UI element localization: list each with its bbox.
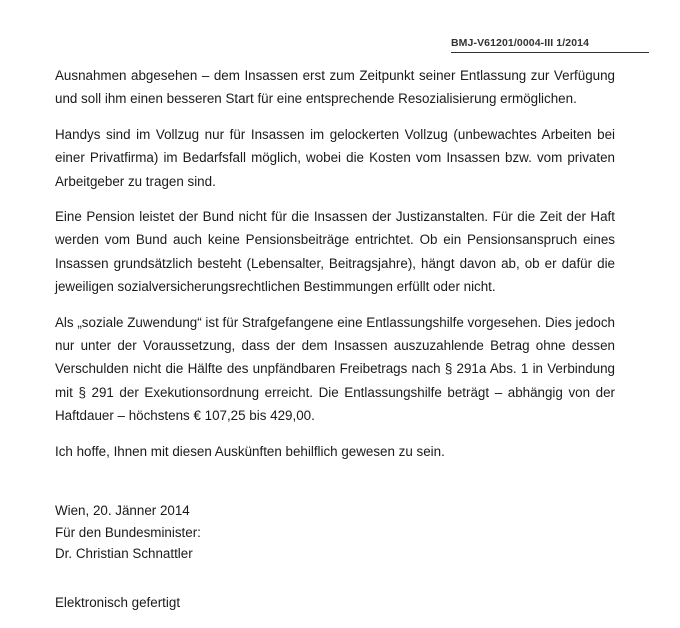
on-behalf-line: Für den Bundesminister: [55, 524, 201, 540]
paragraph-release-fund: Ausnahmen abgesehen – dem Insassen erst zum Zeitpunkt seiner Entlassung zur Verfügung und soll ihm einen besseren Start für eine entsprechende Resozialisierung ermöglichen. [55, 68, 615, 107]
signature-block [55, 500, 201, 565]
paragraph-closing-remark: Ich hoffe, Ihnen mit diesen Auskünften behilflich gewesen zu sein. [55, 443, 445, 459]
paragraph-mobile-phones: Handys sind im Vollzug nur für Insassen im gelockerten Vollzug (unbewachtes Arbeiten bei einer Privatfirma) im Bedarfsfall möglich, wobei die Kosten vom Insassen bzw. vom privaten Arbeitgeber zu tragen sind. [55, 126, 615, 189]
letter-body [55, 64, 615, 475]
place-date: Wien, 20. Jänner 2014 [55, 503, 190, 518]
paragraph-release-aid: Als „soziale Zuwendung“ ist für Strafgefangene eine Entlassungshilfe vorgesehen. Dies jedoch nur unter der Voraussetzung, dass der dem Insassen auszuzahlende Betrag ohne dessen Verschulden nicht die Hälfte des unpfändbaren Freibetrags nach § 291a Abs. 1 in Verbindung mit § 291 der Exekutionsordnung erreicht. Die Entlassungshilfe beträgt – abhängig von der Haftdauer – höchstens € 107,25 bis 429,00. [55, 314, 615, 424]
electronic-signature-note: Elektronisch gefertigt [55, 595, 181, 610]
signatory-name: Dr. Christian Schnattler [55, 546, 193, 562]
document-reference: BMJ-V61201/0004-III 1/2014 [451, 37, 649, 53]
paragraph-pension: Eine Pension leistet der Bund nicht für die Insassen der Justizanstalten. Für die Zeit der Haft werden vom Bund auch keine Pensionsbeiträge entrichtet. Ob ein Pensionsanspruch eines Insassen grundsätzlich besteht (Lebensalter, Beitragsjahre), hängt davon ab, ob er dafür die jeweiligen sozialversicherungsrechtlichen Bestimmungen erfüllt oder nicht. [55, 209, 615, 295]
